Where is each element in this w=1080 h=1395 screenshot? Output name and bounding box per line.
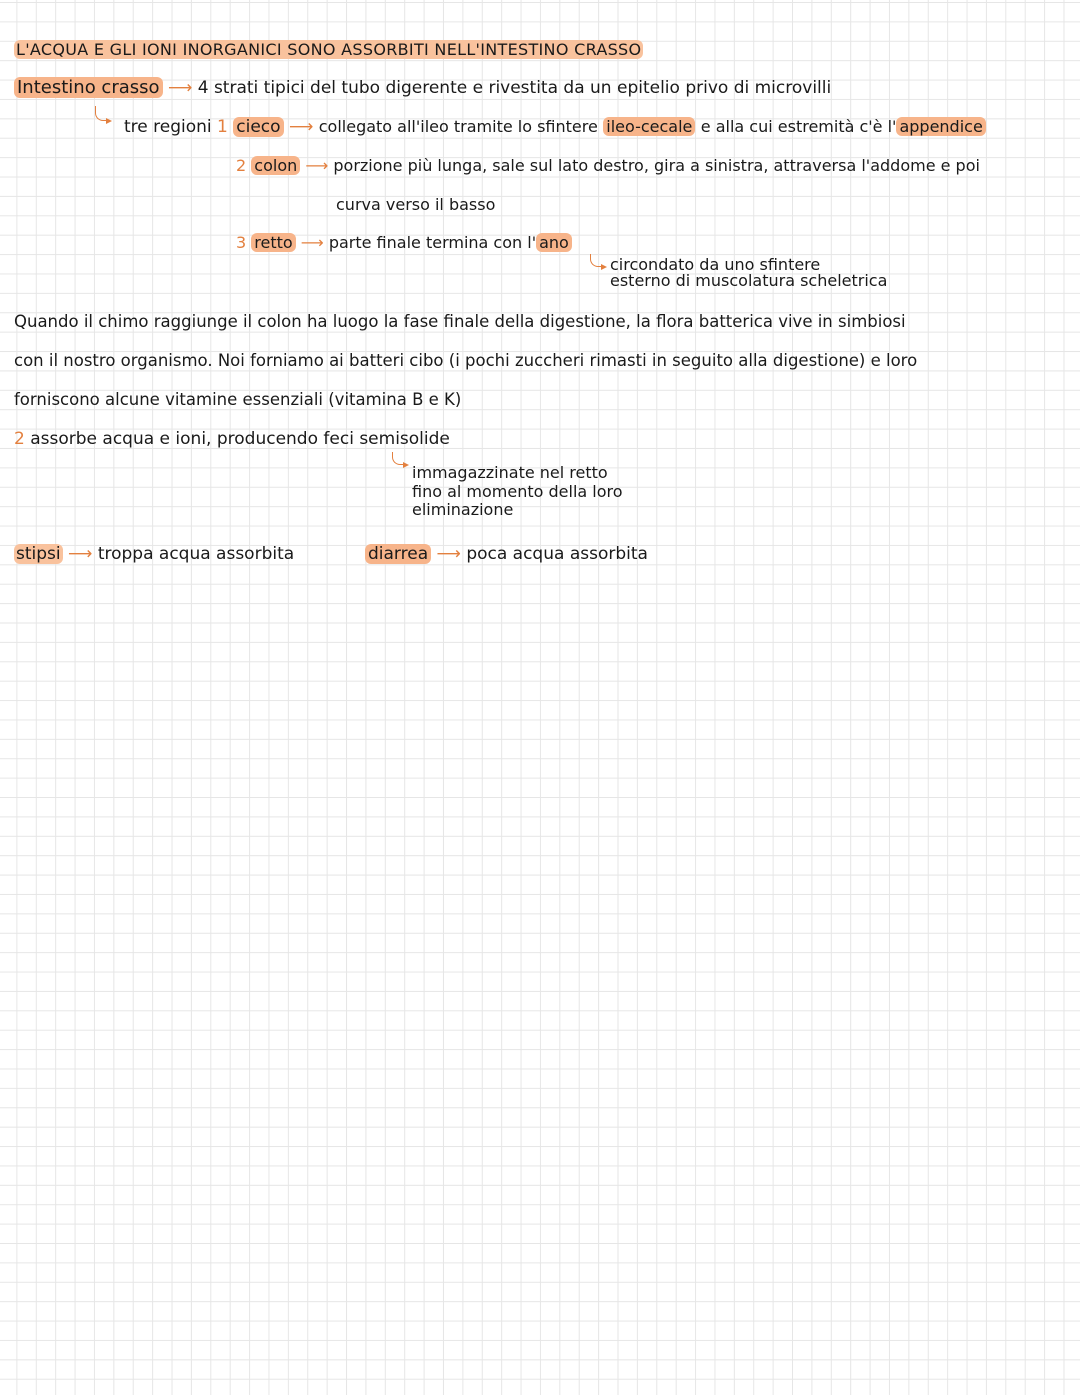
retto-number: 3 (236, 233, 247, 252)
cieco-term: cieco (233, 117, 283, 137)
retto-highlight: ano (536, 233, 572, 252)
hook-arrow-icon (95, 106, 106, 121)
cieco-highlight: ileo-cecale (603, 117, 695, 136)
intro-term: Intestino crasso (14, 77, 163, 98)
absorb-line (14, 428, 450, 450)
paragraph-text-2: con il nostro organismo. Noi forniamo ai batteri cibo (i pochi zuccheri rimasti in seguito alla digestione) e loro (14, 351, 918, 370)
absorb-note (412, 465, 623, 518)
paragraph-text-1: Quando il chimo raggiunge il colon ha luogo la fase finale della digestione, la flora batterica vive in simbiosi (14, 312, 906, 331)
colon-text2: curva verso il basso (336, 195, 496, 214)
retto-note1: circondato da uno sfintere (610, 255, 821, 274)
absorb-text: assorbe acqua e ioni, producendo feci semisolide (30, 429, 450, 449)
diarrea-line (365, 543, 648, 565)
colon-text1: porzione più lunga, sale sul lato destro, gira a sinistra, attraversa l'addome e poi (333, 156, 980, 175)
absorb-note1: immagazzinate nel retto (412, 463, 608, 482)
diarrea-text: poca acqua assorbita (466, 544, 648, 564)
arrow-icon: ⟶ (300, 233, 324, 252)
hook-arrow-icon (590, 254, 601, 267)
absorb-number: 2 (14, 429, 25, 449)
paragraph-text-3: forniscono alcune vitamine essenziali (vitamina B e K) (14, 390, 462, 409)
retto-term: retto (251, 233, 295, 252)
title-text: L'ACQUA E GLI IONI INORGANICI SONO ASSORBITI NELL'INTESTINO CRASSO (16, 40, 642, 59)
cieco-number: 1 (217, 117, 228, 137)
paragraph-line-1 (14, 311, 906, 333)
colon-term: colon (251, 156, 300, 175)
page-title (14, 39, 643, 61)
cieco-text-b: e alla cui estremità c'è l' (700, 117, 897, 136)
arrow-icon: ⟶ (436, 544, 461, 564)
regions-cieco-line (124, 116, 986, 138)
paragraph-line-2 (14, 350, 917, 372)
intro-line (14, 77, 831, 99)
arrow-icon: ⟶ (288, 117, 314, 137)
colon-line-2 (336, 194, 495, 216)
retto-line (236, 232, 572, 254)
stipsi-term: stipsi (16, 544, 61, 564)
arrow-icon: ⟶ (167, 78, 193, 98)
regions-label: tre regioni (124, 117, 212, 137)
arrow-icon: ⟶ (305, 156, 329, 175)
retto-note (610, 257, 887, 289)
absorb-note2: fino al momento della loro (412, 482, 623, 501)
hook-arrow-icon (392, 452, 403, 465)
intro-text: 4 strati tipici del tubo digerente e rivestita da un epitelio privo di microvilli (197, 78, 832, 98)
arrow-icon: ⟶ (68, 544, 93, 564)
colon-line (236, 155, 980, 177)
paragraph-line-3 (14, 389, 461, 411)
stipsi-line (14, 543, 294, 565)
cieco-text-a: collegato all'ileo tramite lo sfintere (318, 117, 598, 136)
diarrea-term: diarrea (365, 544, 431, 564)
retto-note2: esterno di muscolatura scheletrica (610, 271, 888, 290)
cieco-highlight2: appendice (896, 117, 985, 136)
stipsi-text: troppa acqua assorbita (97, 544, 295, 564)
colon-number: 2 (236, 156, 247, 175)
retto-text: parte finale termina con l' (328, 233, 537, 252)
absorb-note3: eliminazione (412, 500, 514, 519)
